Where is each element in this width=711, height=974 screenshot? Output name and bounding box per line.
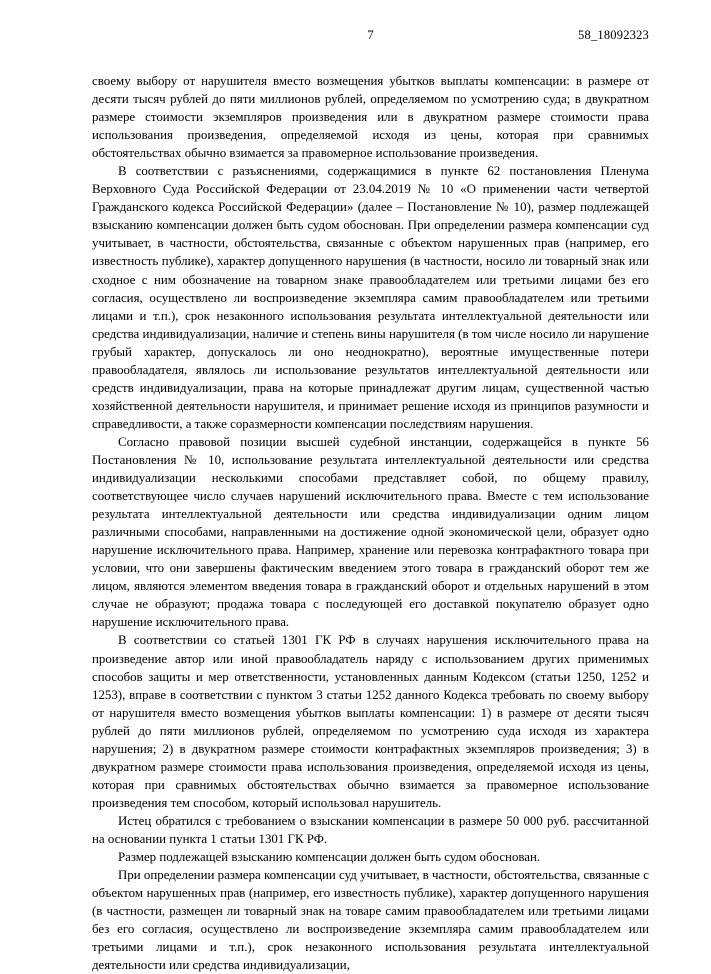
page-header	[92, 28, 649, 54]
document-code: 58_18092323	[578, 28, 649, 42]
paragraph-5: Истец обратился с требованием о взыскании компенсации в размере 50 000 руб. рассчитанной на основании пункта 1 статьи 1301 ГК РФ.	[92, 813, 649, 846]
paragraph-4: В соответствии со статьей 1301 ГК РФ в случаях нарушения исключительного права на произведение автор или иной правообладатель наряду с использованием других применимых способов защиты и мер ответственности, установленных данным Кодексом (статьи 1250, 1252 и 1253), вправе в соответствии с пунктом 3 статьи 1252 данного Кодекса требовать по своему выбору от нарушителя вместо возмещения убытков выплаты компенсации: 1) в размере от десяти тысяч рублей до пяти миллионов рублей, определяемом по усмотрению суда исходя из характера нарушения; 2) в двукратном размере стоимости контрафактных экземпляров произведения; 3) в двукратном размере стоимости права использования произведения, определяемой исходя из цены, которая при сравнимых обстоятельствах обычно взимается за правомерное использование произведения тем способом, который использовал нарушитель.	[92, 633, 649, 810]
paragraph-7: При определении размера компенсации суд учитывает, в частности, обстоятельства, связанные с объектом нарушенных прав (например, его известность публике), характер допущенного нарушения (в частности, размещен ли товарный знак на товаре самим правообладателем или третьими лицами без его согласия, осуществлено ли воспроизведение экземпляра самим правообладателем или третьими лицами и т.п.), срок незаконного использования результата интеллектуальной деятельности или средства индивидуализации,	[92, 868, 649, 973]
page-number: 7	[367, 28, 374, 42]
paragraph-1: своему выбору от нарушителя вместо возмещения убытков выплаты компенсации: в размере от десяти тысяч рублей до пяти миллионов рублей, определяемом по усмотрению суда; в двукратном размере стоимости экземпляров произведения или в двукратном размере стоимости права использования произведения, определяемой исходя из цены, которая при сравнимых обстоятельствах обычно взимается за правомерное использование произведения.	[92, 74, 649, 161]
paragraph-3: Согласно правовой позиции высшей судебной инстанции, содержащейся в пункте 56 Постановления № 10, использование результата интеллектуальной деятельности или средства индивидуализации несколькими способами представляет собой, по общему правилу, соответствующее число случаев нарушений исключительного права. Вместе с тем использование результата интеллектуальной деятельности или средства индивидуализации одним лицом различными способами, направленными на достижение одной экономической цели, образует одно нарушение исключительного права. Например, хранение или перевозка контрафактного товара при условии, что они завершены фактическим введением этого товара в гражданский оборот тем же лицом, являются элементом введения товара в гражданский оборот и отдельных нарушений в этом случае не образуют; продажа товара с последующей его доставкой покупателю образует одно нарушение исключительного права.	[92, 434, 649, 630]
paragraph-6: Размер подлежащей взысканию компенсации должен быть судом обоснован.	[118, 850, 541, 865]
paragraph-2: В соответствии с разъяснениями, содержащимися в пункте 62 постановления Пленума Верховного Суда Российской Федерации от 23.04.2019 № 10 «О применении части четвертой Гражданского кодекса Российской Федерации» (далее – Постановление № 10), размер подлежащей взысканию компенсации должен быть судом обоснован. При определении размера компенсации суд учитывает, в частности, обстоятельства, связанные с объектом нарушенных прав (например, его известность публике), характер допущенного нарушения (в частности, носило ли товарный знак или сходное с ним обозначение на товарном знаке правообладателем или третьими лицами без его согласия, осуществлено ли воспроизведение экземпляра самим правообладателем или третьими лицами и т.п.), срок незаконного использования результата интеллектуальной деятельности или средства индивидуализации, наличие и степень вины нарушителя (в том числе носило ли нарушение грубый характер, допускалось ли оно неоднократно), вероятные имущественные потери правообладателя, являлось ли использование результатов интеллектуальной деятельности или средств индивидуализации, права на которые принадлежат другим лицам, существенной частью хозяйственной деятельности нарушителя, и принимает решение исходя из принципов разумности и справедливости, а также соразмерности компенсации последствиям нарушения.	[92, 164, 649, 431]
document-body	[92, 72, 649, 974]
